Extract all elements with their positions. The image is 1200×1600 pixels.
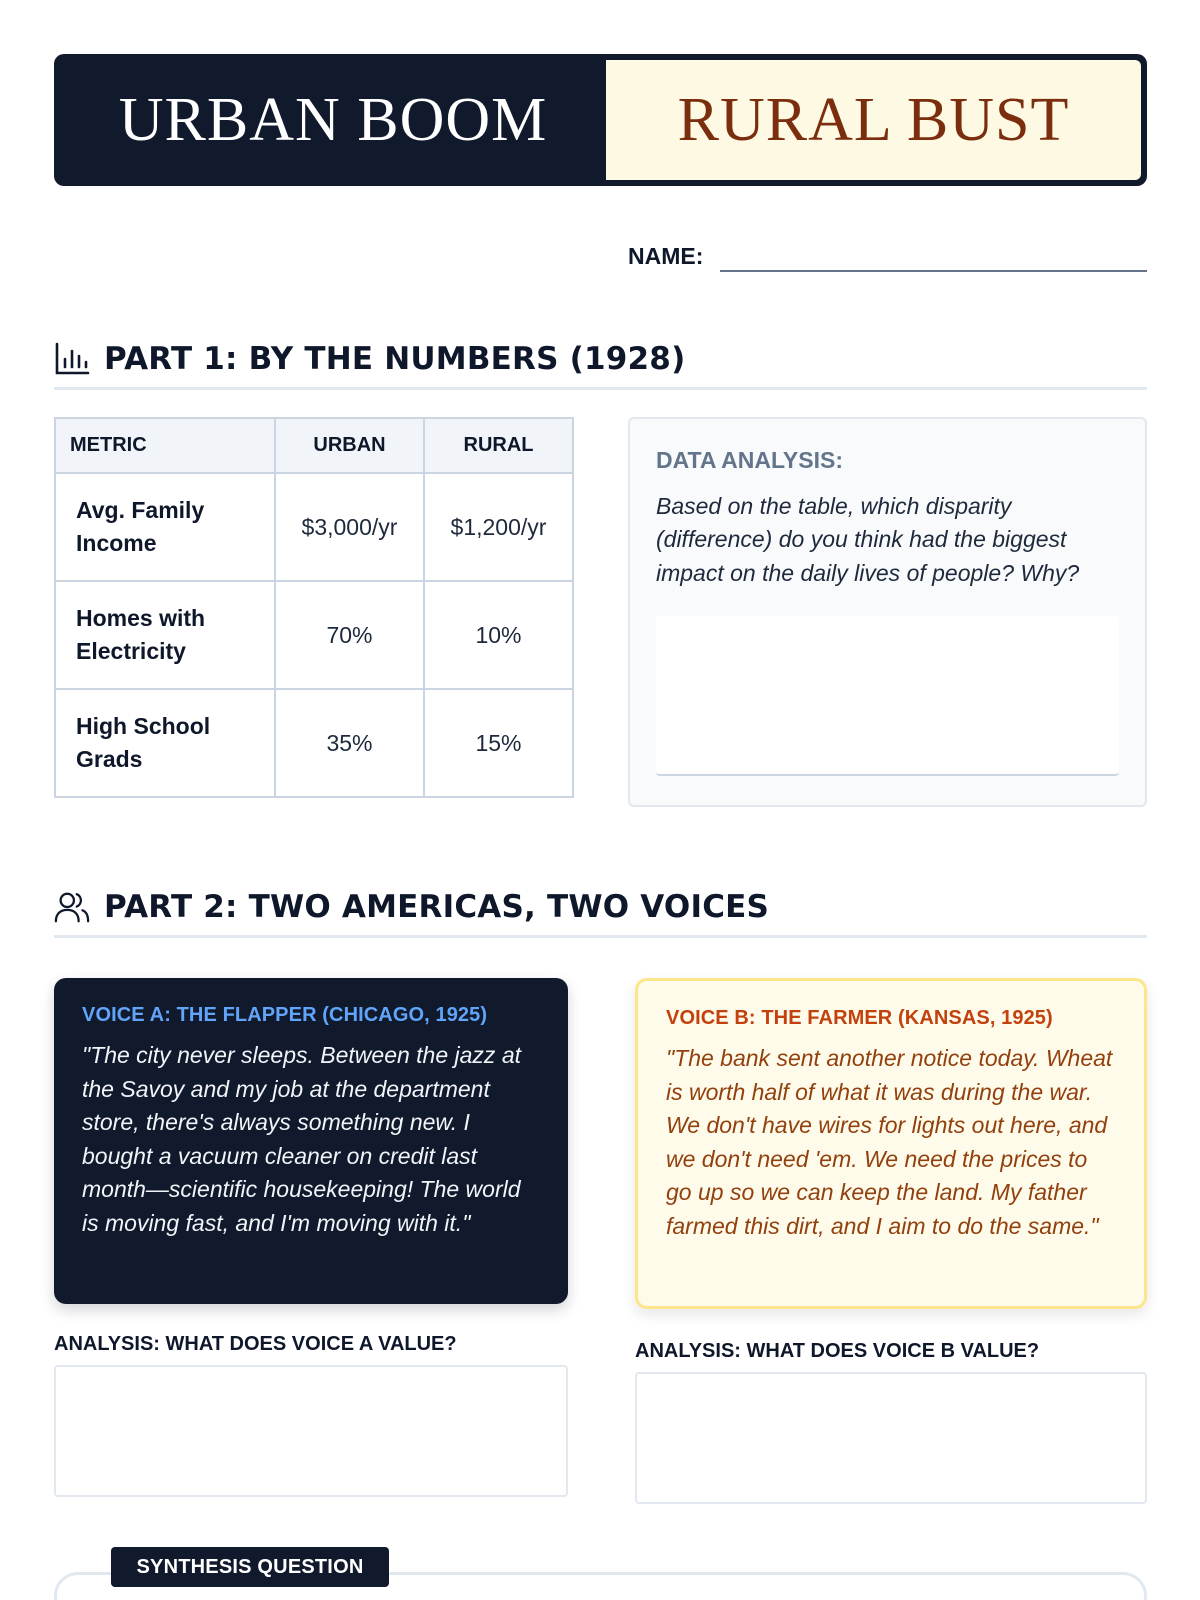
data-table bbox=[54, 417, 574, 798]
title-urban-boom: URBAN BOOM bbox=[118, 85, 548, 154]
table-cell-rural: 10% bbox=[424, 581, 573, 689]
table-cell-rural: $1,200/yr bbox=[424, 473, 573, 581]
voice-a-card bbox=[54, 978, 568, 1304]
table-cell-urban: 70% bbox=[275, 581, 424, 689]
voice-a-quote: "The city never sleeps. Between the jazz at the Savoy and my job at the department store, there's always something new. I bought a vacuum cleaner on credit last month—scientific housekeeping! The world is moving fast, and I'm moving with it." bbox=[82, 1042, 521, 1236]
data-analysis-title: DATA ANALYSIS: bbox=[656, 447, 843, 473]
title-rural-bust: RURAL BUST bbox=[606, 60, 1141, 180]
title-banner bbox=[54, 54, 1147, 186]
table-row bbox=[55, 689, 573, 797]
voice-a-analysis-field[interactable] bbox=[54, 1365, 568, 1497]
part2-header bbox=[54, 878, 1147, 938]
voice-a-title: VOICE A: THE FLAPPER (CHICAGO, 1925) bbox=[82, 1004, 488, 1026]
voice-b-card bbox=[635, 978, 1147, 1309]
voice-b-title: VOICE B: THE FARMER (KANSAS, 1925) bbox=[666, 1007, 1053, 1029]
data-analysis-answer-field[interactable] bbox=[656, 616, 1119, 776]
name-input-line[interactable] bbox=[720, 270, 1147, 272]
part2-title: PART 2: TWO AMERICAS, TWO VOICES bbox=[104, 888, 770, 925]
table-cell-urban: $3,000/yr bbox=[275, 473, 424, 581]
voice-a-analysis-label: ANALYSIS: WHAT DOES VOICE A VALUE? bbox=[54, 1333, 457, 1355]
table-cell-rural: 15% bbox=[424, 689, 573, 797]
table-header-rural: RURAL bbox=[424, 418, 573, 473]
table-row bbox=[55, 473, 573, 581]
part1-header bbox=[54, 330, 1147, 390]
bar-chart-icon bbox=[54, 341, 90, 377]
table-cell-urban: 35% bbox=[275, 689, 424, 797]
table-cell-metric: Homes with Electricity bbox=[55, 581, 275, 689]
table-header-urban: URBAN bbox=[275, 418, 424, 473]
table-cell-metric: High School Grads bbox=[55, 689, 275, 797]
data-analysis-question: Based on the table, which disparity (difference) do you think had the biggest impact on the daily lives of people? Why? bbox=[656, 493, 1080, 586]
voice-b-analysis-label: ANALYSIS: WHAT DOES VOICE B VALUE? bbox=[635, 1340, 1040, 1362]
data-analysis-box bbox=[628, 417, 1147, 807]
synthesis-badge: SYNTHESIS QUESTION bbox=[111, 1547, 389, 1587]
table-header-metric: METRIC bbox=[55, 418, 275, 473]
table-header-row bbox=[55, 418, 573, 473]
table-row bbox=[55, 581, 573, 689]
voice-b-analysis-field[interactable] bbox=[635, 1372, 1147, 1504]
voice-b-quote: "The bank sent another notice today. Wheat is worth half of what it was during the war. We don't have wires for lights out here, and we don't need 'em. We need the prices to go up so we can keep the land. My father farmed this dirt, and I aim to do the same." bbox=[666, 1045, 1113, 1239]
name-label: NAME: bbox=[628, 243, 704, 269]
part1-title: PART 1: BY THE NUMBERS (1928) bbox=[104, 340, 686, 377]
users-icon bbox=[54, 889, 90, 925]
table-cell-metric: Avg. Family Income bbox=[55, 473, 275, 581]
